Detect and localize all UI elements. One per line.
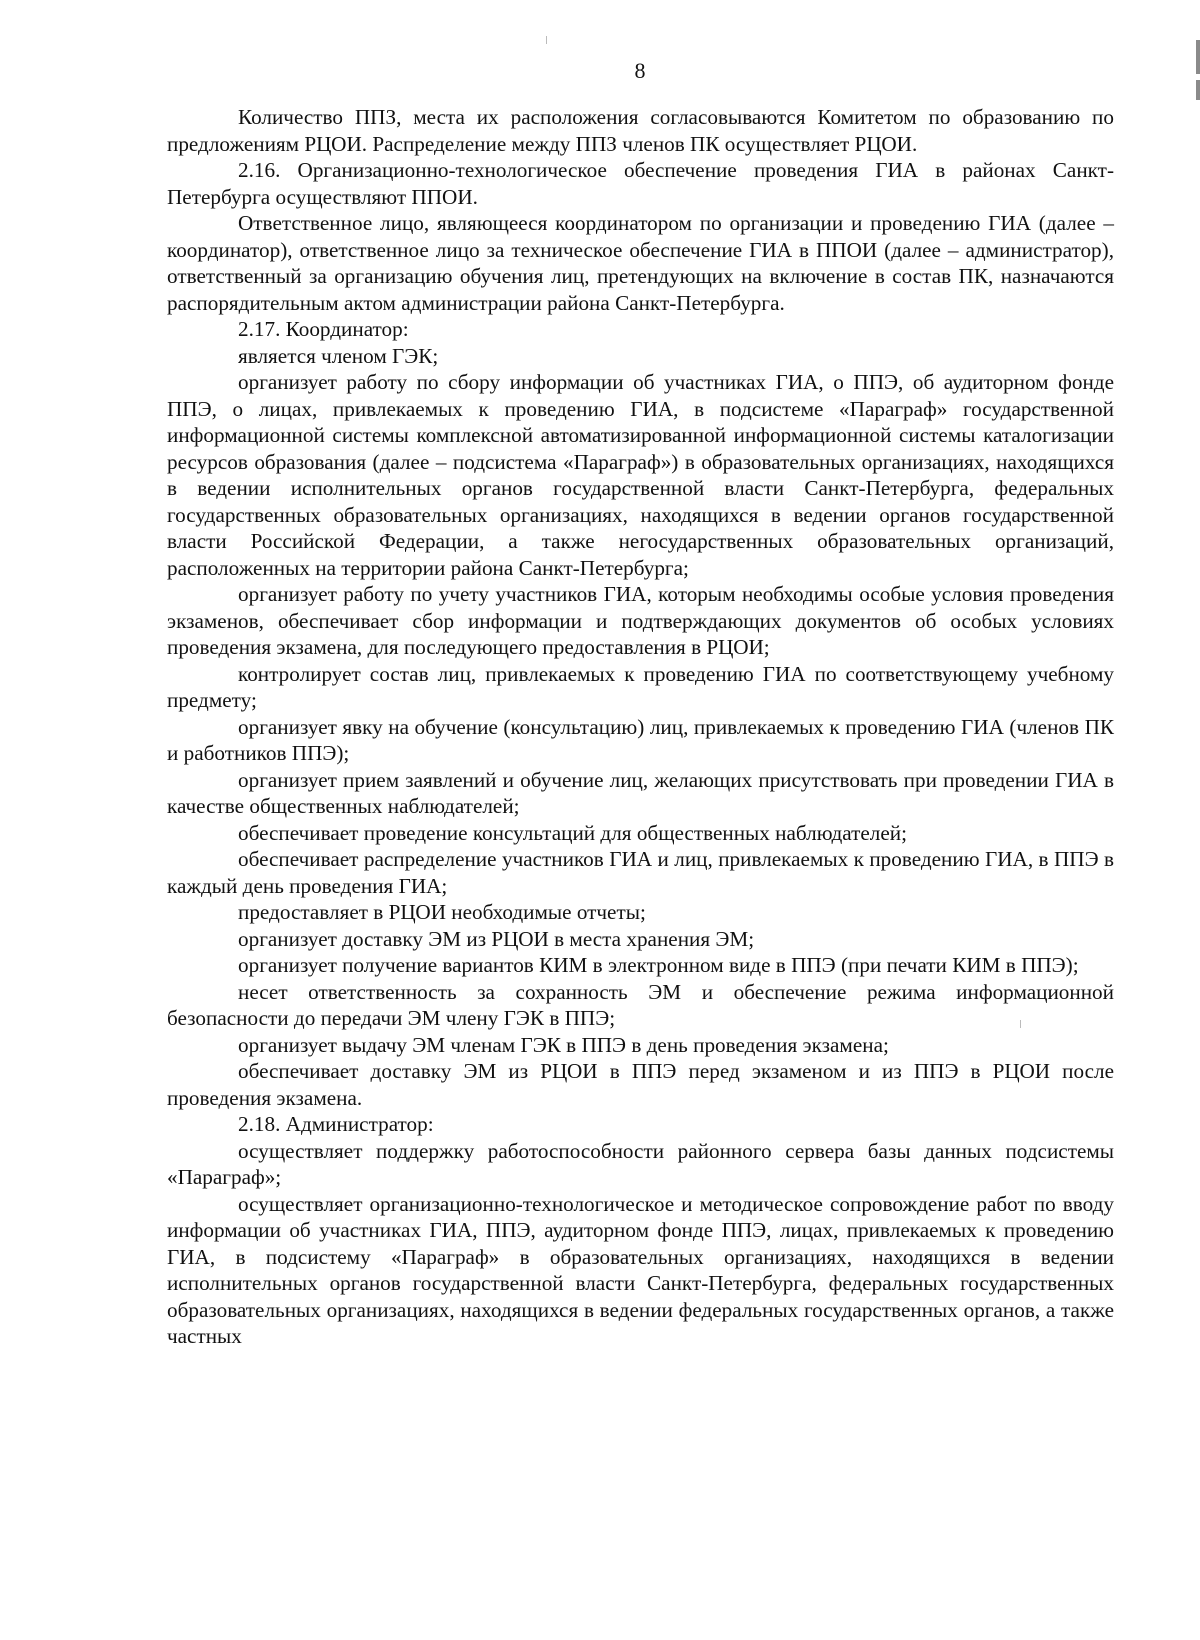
paragraph: 2.16. Организационно-технологическое обеспечение проведения ГИА в районах Санкт-Петербурга осуществляют ППОИ.	[167, 158, 1114, 209]
paragraph: Ответственное лицо, являющееся координатором по организации и проведению ГИА (далее – координатор), ответственное лицо за техническое обеспечение ГИА в ППОИ (далее – администратор), ответственный за организацию обучения лиц, претендующих на включение в состав ПК, назначаются распорядительным актом администрации района Санкт-Петербурга.	[167, 211, 1114, 315]
paragraph: несет ответственность за сохранность ЭМ и обеспечение режима информационной безопасности до передачи ЭМ члену ГЭК в ППЭ;	[167, 979, 1114, 1030]
paragraph: осуществляет организационно-технологическое и методическое сопровождение работ по вводу информации об участниках ГИА, ППЭ, аудиторном фонде ППЭ, лицах, привлекаемых к проведению ГИА, в подсистему «Параграф» в образовательных организациях, находящихся в ведении исполнительных органов государственной власти Санкт-Петербурга, федеральных государственных образовательных организациях, находящихся в ведении федеральных государственных органов, а также частных	[167, 1191, 1114, 1348]
paragraph: организует получение вариантов КИМ в электронном виде в ППЭ (при печати КИМ в ППЭ);	[238, 953, 1079, 977]
paragraph: организует работу по учету участников ГИА, которым необходимы особые условия проведения экзаменов, обеспечивает сбор информации и подтверждающих документов об особых условиях проведения экзамена, для последующего предоставления в РЦОИ;	[167, 582, 1114, 659]
paragraph: обеспечивает распределение участников ГИА и лиц, привлекаемых к проведению ГИА, в ППЭ в каждый день проведения ГИА;	[167, 847, 1114, 898]
document-body	[167, 104, 1114, 1350]
scan-speck	[546, 36, 547, 44]
paragraph: осуществляет поддержку работоспособности районного сервера базы данных подсистемы «Параграф»;	[167, 1138, 1114, 1189]
paragraph: организует прием заявлений и обучение лиц, желающих присутствовать при проведении ГИА в качестве общественных наблюдателей;	[167, 767, 1114, 818]
paragraph: обеспечивает проведение консультаций для общественных наблюдателей;	[238, 820, 908, 845]
section-heading: 2.17. Координатор:	[238, 317, 409, 341]
paragraph: обеспечивает доставку ЭМ из РЦОИ в ППЭ перед экзаменом и из ППЭ в РЦОИ после проведения экзамена.	[167, 1059, 1114, 1110]
paragraph: Количество ППЗ, места их расположения согласовываются Комитетом по образованию по предложениям РЦОИ. Распределение между ППЗ членов ПК осуществляет РЦОИ.	[167, 105, 1114, 156]
paragraph: организует работу по сбору информации об участниках ГИА, о ППЭ, об аудиторном фонде ППЭ, о лицах, привлекаемых к проведению ГИА, в подсистеме «Параграф» государственной информационной системы комплексной автоматизированной информационной системы каталогизации ресурсов образования (далее – подсистема «Параграф») в образовательных организациях, находящихся в ведении исполнительных органов государственной власти Санкт-Петербурга, федеральных государственных образовательных организациях, находящихся в ведении органов государственной власти Российской Федерации, а также негосударственных образовательных организаций, расположенных на территории района Санкт-Петербурга;	[167, 370, 1114, 580]
section-heading: 2.18. Администратор:	[238, 1112, 434, 1136]
paragraph: предоставляет в РЦОИ необходимые отчеты;	[238, 900, 646, 924]
paragraph: является членом ГЭК;	[238, 343, 439, 368]
paragraph: организует выдачу ЭМ членам ГЭК в ППЭ в день проведения экзамена;	[238, 1032, 889, 1057]
paragraph: организует доставку ЭМ из РЦОИ в места хранения ЭМ;	[238, 926, 755, 951]
paragraph: контролирует состав лиц, привлекаемых к проведению ГИА по соответствующему учебному предмету;	[167, 661, 1114, 712]
paragraph: организует явку на обучение (консультацию) лиц, привлекаемых к проведению ГИА (членов ПК и работников ППЭ);	[167, 714, 1114, 765]
page-number: 8	[634, 58, 646, 83]
